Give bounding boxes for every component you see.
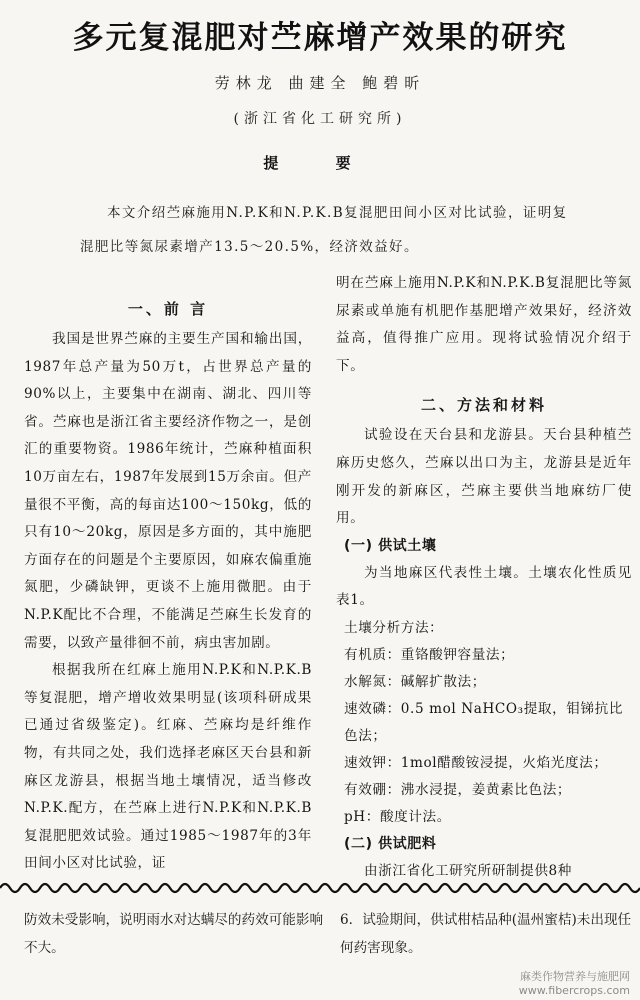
abstract-text: 本文介绍苎麻施用N.P.K和N.P.K.B复混肥田间小区对比试验，证明复混肥比等氮尿素增产13.5～20.5%，经济效益好。 — [80, 205, 568, 255]
method-item: 有机质：重铬酸钾容量法； — [344, 646, 515, 663]
methods-paragraph: 试验设在天台县和龙游县。天台县种植苎麻历史悠久，苎麻以出口为主，龙游县是近年刚开发的新麻区，苎麻主要供当地麻纺厂使用。 — [336, 427, 632, 527]
subsection-fertilizer-heading: (二) 供试肥料 — [344, 835, 437, 852]
method-item: 有效硼：沸水浸提，姜黄素比色法； — [344, 781, 572, 798]
left-column — [24, 292, 312, 878]
soil-paragraph: 为当地麻区代表性土壤。土壤农化性质见表1。 — [336, 564, 632, 609]
fertilizer-paragraph: 由浙江省化工研究所研制提供8种 — [364, 862, 572, 879]
section-1-heading: 一、前 言 — [127, 300, 209, 318]
method-item: 水解氮：碱解扩散法； — [344, 673, 486, 690]
bottom-right-text — [340, 906, 636, 962]
method-item: 速效磷：0.5 mol NaHCO₃提取，钼锑抗比色法； — [344, 700, 624, 744]
soil-methods-list — [336, 615, 632, 831]
watermark-line-2: www.fibercrops.com — [518, 984, 630, 997]
intro-continuation: 明在苎麻上施用N.P.K和N.P.K.B复混肥比等氮尿素或单施有机肥作基肥增产效果好，经济效益高，值得推广应用。现将试验情况介绍于下。 — [336, 275, 632, 374]
next-page-right: 6．试验期间，供试柑桔品种(温州蜜桔)未出现任何药害现象。 — [340, 912, 632, 956]
intro-paragraph-2: 根据我所在红麻上施用N.P.K和N.P.K.B等复混肥，增产增收效果明显(该项科研成果已通过省级鉴定)。红麻、苎麻均是纤维作物，有共同之处，我们选择老麻区天台县和新麻区龙游县，根据当地土壤情况，适当修改N.P.K.配方，在苎麻上进行N.P.K和N.P.K.B复混肥肥效试验。通过1985～1987年的3年田间小区对比试验，证 — [24, 662, 312, 872]
paper-title: 多元复混肥对苎麻增产效果的研究 — [72, 20, 568, 56]
subsection-soil-heading: (一) 供试土壤 — [344, 537, 437, 554]
watermark-line-1: 麻类作物营养与施肥网 — [520, 970, 630, 983]
watermark — [519, 970, 630, 998]
next-page-left: 防效未受影响，说明雨水对达螨尽的药效可能影响不大。 — [24, 912, 324, 956]
affiliation: (浙江省化工研究所) — [233, 111, 407, 127]
abstract-heading: 提 要 — [263, 154, 377, 172]
authors: 劳林龙 曲建全 鲍碧昕 — [214, 74, 426, 92]
page-break-divider — [0, 880, 640, 896]
method-item: pH：酸度计法。 — [344, 808, 451, 825]
method-item: 速效钾：1mol醋酸铵浸提，火焰光度法； — [344, 754, 608, 771]
section-2-heading: 二、方法和材料 — [420, 396, 547, 415]
bottom-left-text — [24, 906, 324, 962]
method-item: 土壤分析方法： — [344, 619, 444, 636]
intro-paragraph-1: 我国是世界苎麻的主要生产国和输出国，1987年总产量为50万t，占世界总产量的90%以上，主要集中在湖南、湖北、四川等省。苎麻也是浙江省主要经济作物之一，是创汇的重要物资。1986年统计，苎麻种植面积10万亩左右，1987年发展到15万余亩。但产量很不平衡，高的每亩达100～150kg，低的只有10～20kg，原因是多方面的，其中施肥方面存在的问题是个主要原因，如麻农偏重施氮肥，少磷缺钾，更谈不上施用微肥。由于N.P.K配比不合理，不能满足苎麻生长发育的需要，以致产量徘徊不前，病虫害加剧。 — [24, 331, 312, 651]
right-column — [336, 270, 632, 886]
